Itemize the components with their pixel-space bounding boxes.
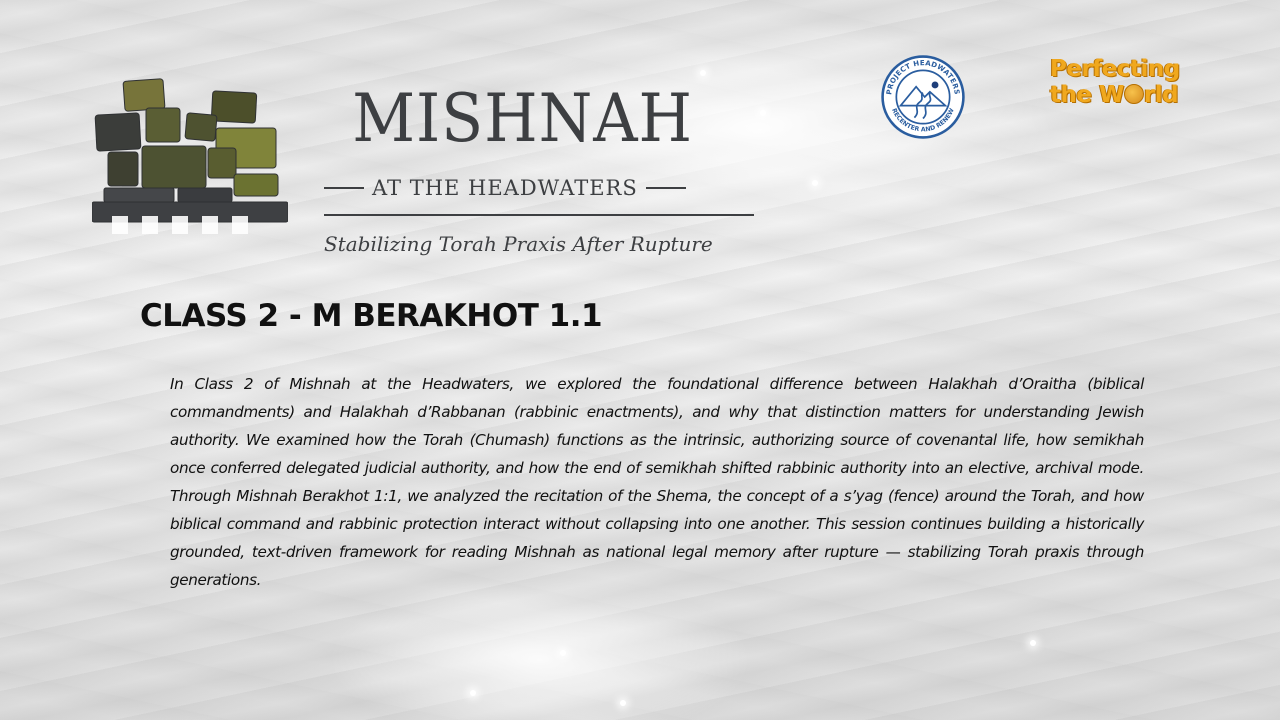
perfecting-line2-start: the W [1050,82,1124,108]
mishnah-title-block [318,80,758,256]
water-sparkle [812,180,818,186]
page-title: MISHNAH [352,80,693,157]
globe-icon [1124,84,1144,104]
water-sparkle [1030,640,1036,646]
class-heading: CLASS 2 - M BERAKHOT 1.1 [140,298,603,334]
water-sparkle [470,690,476,696]
title-divider [324,214,754,216]
perfecting-the-world-logo [1050,56,1200,108]
tagline: Stabilizing Torah Praxis After Rupture [324,232,713,256]
perfecting-line2 [1050,82,1200,108]
badge-top-text: PROJECT HEADWATERS [884,58,962,96]
project-headwaters-badge [880,54,966,140]
water-sparkle [620,700,626,706]
water-sparkle [560,650,566,656]
class-description: In Class 2 of Mishnah at the Headwaters, we explored the foundational difference between Halakhah d’Oraitha (biblical commandments) and Halakhah d’Rabbanan (rabbinic enactments), and why that distinction matters for understanding Jewish authority. We examined how the Torah (Chumash) functions as the intrinsic, authorizing source of covenantal life, how semikhah once conferred delegated judicial authority, and how the end of semikhah shifted rabbinic authority into an elective, archival mode. Through Mishnah Berakhot 1:1, we analyzed the recitation of the Shema, the concept of a s’yag (fence) around the Torah, and how biblical command and rabbinic protection interact without collapsing into one another. This session continues building a historically grounded, text-driven framework for reading Mishnah as national legal memory after rupture — stabilizing Torah praxis through generations. [170,375,1144,589]
water-sparkle [700,70,706,76]
perfecting-line1: Perfecting [1050,56,1180,82]
subtitle-right-rule [646,187,686,189]
badge-bottom-text: RECENTER AND RENEW [890,107,956,134]
subtitle-left-rule [324,187,364,189]
subtitle: AT THE HEADWATERS [372,176,638,200]
perfecting-line2-end: rld [1143,82,1179,108]
stone-wall-logo [92,78,288,234]
subtitle-row [324,176,754,200]
water-sparkle [760,110,766,116]
